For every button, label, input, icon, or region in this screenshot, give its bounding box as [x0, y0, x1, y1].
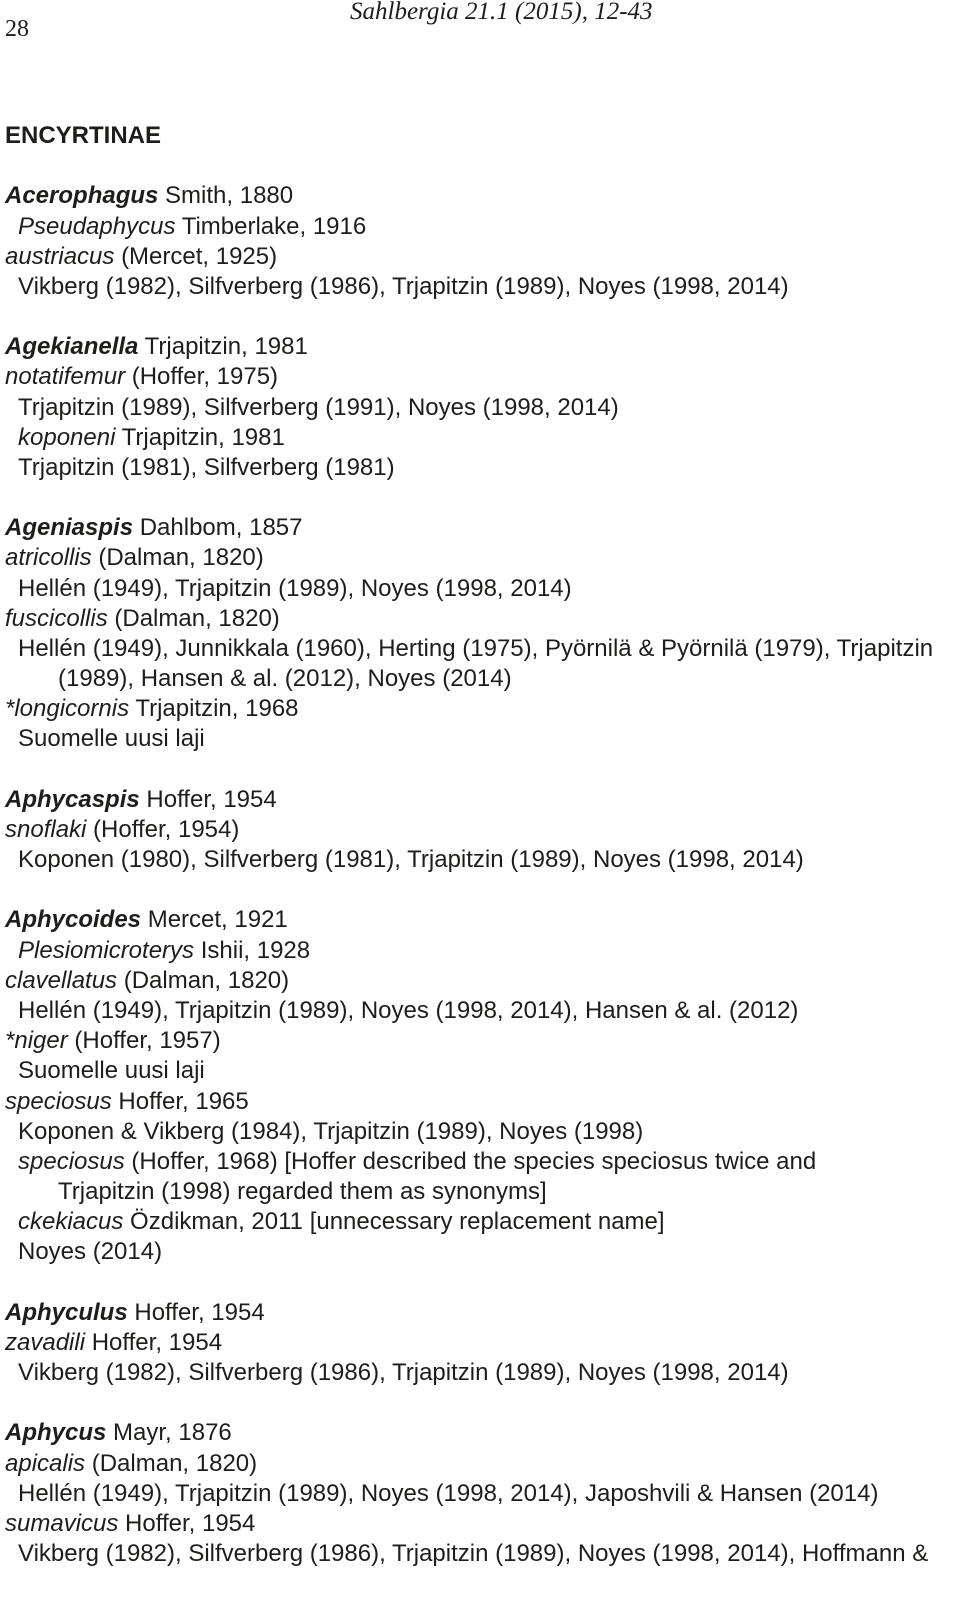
species-line: [0, 362, 960, 392]
subfamily-heading: ENCYRTINAE: [5, 122, 162, 149]
reference-line: Trjapitzin (1981), Silfverberg (1981): [18, 453, 395, 481]
genus-author: Mercet, 1921: [147, 906, 288, 934]
reference-continuation: Trjapitzin (1998) regarded them as synonyms]: [58, 1178, 547, 1206]
genus-block: [0, 332, 960, 483]
species-line: [0, 1449, 960, 1479]
species-name: fuscicollis: [5, 604, 108, 632]
synonym-line: [0, 1207, 960, 1237]
taxon-list: [0, 121, 960, 1569]
synonym-line: [0, 1147, 960, 1177]
species-name: apicalis: [5, 1449, 86, 1477]
genus-block: [0, 1418, 960, 1569]
reference-line: Hellén (1949), Trjapitzin (1989), Noyes (1998, 2014): [18, 574, 572, 602]
synonym-name: ckekiacus: [18, 1208, 124, 1236]
species-line: [0, 966, 960, 996]
running-header: Sahlbergia 21.1 (2015), 12-43: [350, 0, 653, 25]
synonym-author: Ishii, 1928: [200, 936, 311, 964]
synonym-name: Plesiomicroterys: [18, 936, 195, 964]
species-name: *longicornis: [5, 695, 130, 723]
genus-line: [0, 332, 960, 362]
reference-line: Hellén (1949), Junnikkala (1960), Herting (1975), Pyörnilä & Pyörnilä (1979), Trjapitzin: [18, 634, 934, 662]
species-name: sumavicus: [5, 1509, 119, 1537]
genus-block: [0, 785, 960, 876]
genus-block: [0, 1298, 960, 1389]
genus-line: [0, 181, 960, 211]
reference-line: Trjapitzin (1989), Silfverberg (1991), Noyes (1998, 2014): [18, 393, 619, 421]
genus-line: [0, 905, 960, 935]
species-author: Hoffer, 1954: [125, 1509, 256, 1537]
reference-line: Suomelle uusi laji: [18, 725, 205, 753]
genus-line: [0, 1418, 960, 1448]
species-name: snoflaki: [5, 815, 87, 843]
species-line: [0, 543, 960, 573]
genus-name: Ageniaspis: [5, 514, 134, 542]
genus-name: Agekianella: [5, 333, 139, 361]
species-author: (Dalman, 1820): [91, 1449, 258, 1477]
genus-name: Aphyculus: [5, 1298, 128, 1326]
species-name: atricollis: [5, 544, 92, 572]
species-line: [0, 604, 960, 634]
synonym-line: [0, 212, 960, 242]
genus-line: [0, 1298, 960, 1328]
synonym-author: Özdikman, 2011 [unnecessary replacement name]: [130, 1208, 665, 1236]
genus-author: Hoffer, 1954: [146, 785, 277, 813]
genus-name: Aphycus: [5, 1419, 107, 1447]
synonym-name: speciosus: [18, 1147, 125, 1175]
genus-line: [0, 785, 960, 815]
species-name: zavadili: [5, 1328, 86, 1356]
species-author: Trjapitzin, 1968: [135, 695, 299, 723]
page-number: 28: [5, 16, 29, 42]
reference-continuation: (1989), Hansen & al. (2012), Noyes (2014): [58, 665, 512, 693]
genus-author: Dahlbom, 1857: [139, 514, 303, 542]
reference-line: Vikberg (1982), Silfverberg (1986), Trjapitzin (1989), Noyes (1998, 2014), Hoffmann &: [18, 1540, 929, 1568]
synonym-author: Trjapitzin, 1981: [121, 423, 285, 451]
species-name: clavellatus: [5, 966, 118, 994]
reference-line: Noyes (2014): [18, 1238, 163, 1266]
species-name: *niger: [5, 1027, 68, 1055]
reference-line: Koponen & Vikberg (1984), Trjapitzin (1989), Noyes (1998): [18, 1117, 644, 1145]
genus-author: Trjapitzin, 1981: [144, 333, 308, 361]
species-line: [0, 694, 960, 724]
genus-author: Mayr, 1876: [113, 1419, 232, 1447]
synonym-line: [0, 936, 960, 966]
species-author: (Hoffer, 1957): [74, 1027, 221, 1055]
species-author: Hoffer, 1965: [118, 1087, 249, 1115]
species-author: (Dalman, 1820): [114, 604, 280, 632]
synonym-name: Pseudaphycus: [18, 212, 176, 240]
species-line: [0, 242, 960, 272]
species-line: [0, 1026, 960, 1056]
species-author: (Hoffer, 1975): [131, 363, 279, 391]
reference-line: Suomelle uusi laji: [18, 1057, 205, 1085]
genus-name: Aphycoides: [5, 906, 142, 934]
species-author: (Mercet, 1925): [121, 242, 278, 270]
synonym-line: [0, 423, 960, 453]
reference-line: Koponen (1980), Silfverberg (1981), Trjapitzin (1989), Noyes (1998, 2014): [18, 846, 804, 874]
species-line: [0, 1328, 960, 1358]
species-name: austriacus: [5, 242, 115, 270]
species-author: Hoffer, 1954: [91, 1328, 223, 1356]
species-line: [0, 1509, 960, 1539]
reference-line: Hellén (1949), Trjapitzin (1989), Noyes (1998, 2014), Hansen & al. (2012): [18, 996, 799, 1024]
reference-line: Hellén (1949), Trjapitzin (1989), Noyes (1998, 2014), Japoshvili & Hansen (2014): [18, 1479, 879, 1507]
reference-line: Vikberg (1982), Silfverberg (1986), Trjapitzin (1989), Noyes (1998, 2014): [18, 272, 789, 300]
genus-author: Hoffer, 1954: [134, 1298, 265, 1326]
genus-block: [0, 181, 960, 302]
species-name: notatifemur: [5, 363, 126, 391]
species-line: [0, 815, 960, 845]
genus-name: Aphycaspis: [5, 785, 140, 813]
synonym-author: (Hoffer, 1968) [Hoffer described the species speciosus twice and: [131, 1147, 817, 1175]
genus-author: Smith, 1880: [165, 182, 294, 210]
genus-name: Acerophagus: [5, 182, 159, 210]
species-author: (Dalman, 1820): [98, 544, 264, 572]
synonym-name: koponeni: [18, 423, 116, 451]
reference-line: Vikberg (1982), Silfverberg (1986), Trjapitzin (1989), Noyes (1998, 2014): [18, 1359, 789, 1387]
species-author: (Hoffer, 1954): [93, 815, 240, 843]
species-line: [0, 1087, 960, 1117]
species-author: (Dalman, 1820): [123, 966, 290, 994]
synonym-author: Timberlake, 1916: [181, 212, 367, 240]
species-name: speciosus: [5, 1087, 112, 1115]
genus-block: [0, 513, 960, 754]
genus-line: [0, 513, 960, 543]
genus-block: [0, 905, 960, 1267]
